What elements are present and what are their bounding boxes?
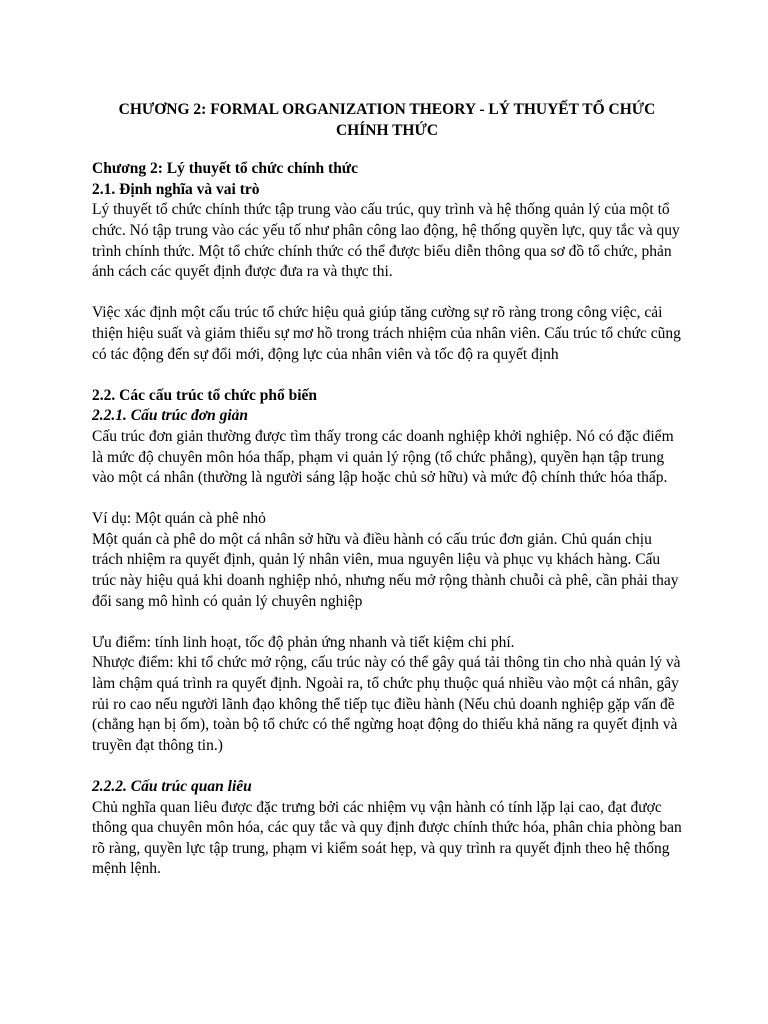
subsection-2-2-1-paragraph: Cấu trúc đơn giản thường được tìm thấy trong các doanh nghiệp khởi nghiệp. Nó có đặc điểm là mức độ chuyên môn hóa thấp, phạm vi quản lý rộng (tổ chức phẳng), quyền hạn tập trung vào một cá nhân (thường là người sáng lập hoặc chủ sở hữu) và mức độ chính thức hóa thấp. — [92, 427, 674, 487]
subsection-2-2-2-paragraph: Chủ nghĩa quan liêu được đặc trưng bởi các nhiệm vụ vận hành có tính lặp lại cao, đạt được thông qua chuyên môn hóa, các quy tắc và quy định được chính thức hóa, phân chia phòng ban rõ ràng, quyền lực tập trung, phạm vi kiểm soát hẹp, và quy trình ra quyết định theo hệ thống mệnh lệnh. — [92, 798, 682, 878]
section-2-1-paragraph-1: Lý thuyết tổ chức chính thức tập trung vào cấu trúc, quy trình và hệ thống quản lý của một tổ chức. Nó tập trung vào các yếu tố như phân công lao động, hệ thống quyền lực, quy tắc và quy trình chính thức. Một tổ chức chính thức có thể được biểu diễn thông qua sơ đồ tổ chức, phản ánh cách các quyết định được đưa ra và thực thi. — [92, 201, 680, 281]
paragraph-spacer — [92, 756, 682, 777]
section-2-1-paragraph-2: Việc xác định một cấu trúc tổ chức hiệu quả giúp tăng cường sự rõ ràng trong công việc, cải thiện hiệu suất và giảm thiểu sự mơ hồ trong trách nhiệm của nhân viên. Cấu trúc tổ chức cũng có tác động đến sự đổi mới, động lực của nhân viên và tốc độ ra quyết định — [92, 304, 681, 363]
subsection-2-2-1-heading: 2.2.1. Cấu trúc đơn giản — [92, 407, 249, 425]
section-2-1-heading: 2.1. Định nghĩa và vai trò — [92, 180, 260, 198]
cons-text: Nhược điểm: khi tổ chức mở rộng, cấu trúc này có thể gây quá tải thông tin cho nhà quản lý và làm chậm quá trình ra quyết định. Ngoài ra, tổ chức phụ thuộc quá nhiều vào một cá nhân, gây rủi ro cao nếu người lãnh đạo không thể tiếp tục điều hành (Nếu chủ doanh nghiệp gặp vấn đề (chẳng hạn bị ốm), toàn bộ tổ chức có thể ngừng hoạt động do thiếu khả năng ra quyết định và truyền đạt thông tin.) — [92, 654, 681, 754]
section-2-2-heading: 2.2. Các cấu trúc tổ chức phổ biến — [92, 386, 317, 404]
paragraph-spacer — [92, 365, 682, 386]
example-text: Một quán cà phê do một cá nhân sở hữu và điều hành có cấu trúc đơn giản. Chủ quán chịu trách nhiệm ra quyết định, quản lý nhân viên, mua nguyên liệu và phục vụ khách hàng. Cấu trúc này hiệu quả khi doanh nghiệp nhỏ, nhưng nếu mở rộng thành chuỗi cà phê, cần phải thay đổi sang mô hình có quản lý chuyên nghiệp — [92, 530, 679, 610]
paragraph-spacer — [92, 612, 682, 633]
chapter-heading: Chương 2: Lý thuyết tổ chức chính thức — [92, 160, 358, 178]
document-title: CHƯƠNG 2: FORMAL ORGANIZATION THEORY - LÝ THUYẾT TỔ CHỨC CHÍNH THỨC — [118, 101, 656, 139]
document-page — [92, 100, 682, 880]
pros-text: Ưu điểm: tính linh hoạt, tốc độ phản ứng nhanh và tiết kiệm chi phí. — [92, 633, 515, 651]
paragraph-spacer — [92, 283, 682, 304]
subsection-2-2-2-heading: 2.2.2. Cấu trúc quan liêu — [92, 778, 252, 795]
example-label: Ví dụ: Một quán cà phê nhỏ — [92, 510, 266, 528]
paragraph-spacer — [92, 489, 682, 510]
